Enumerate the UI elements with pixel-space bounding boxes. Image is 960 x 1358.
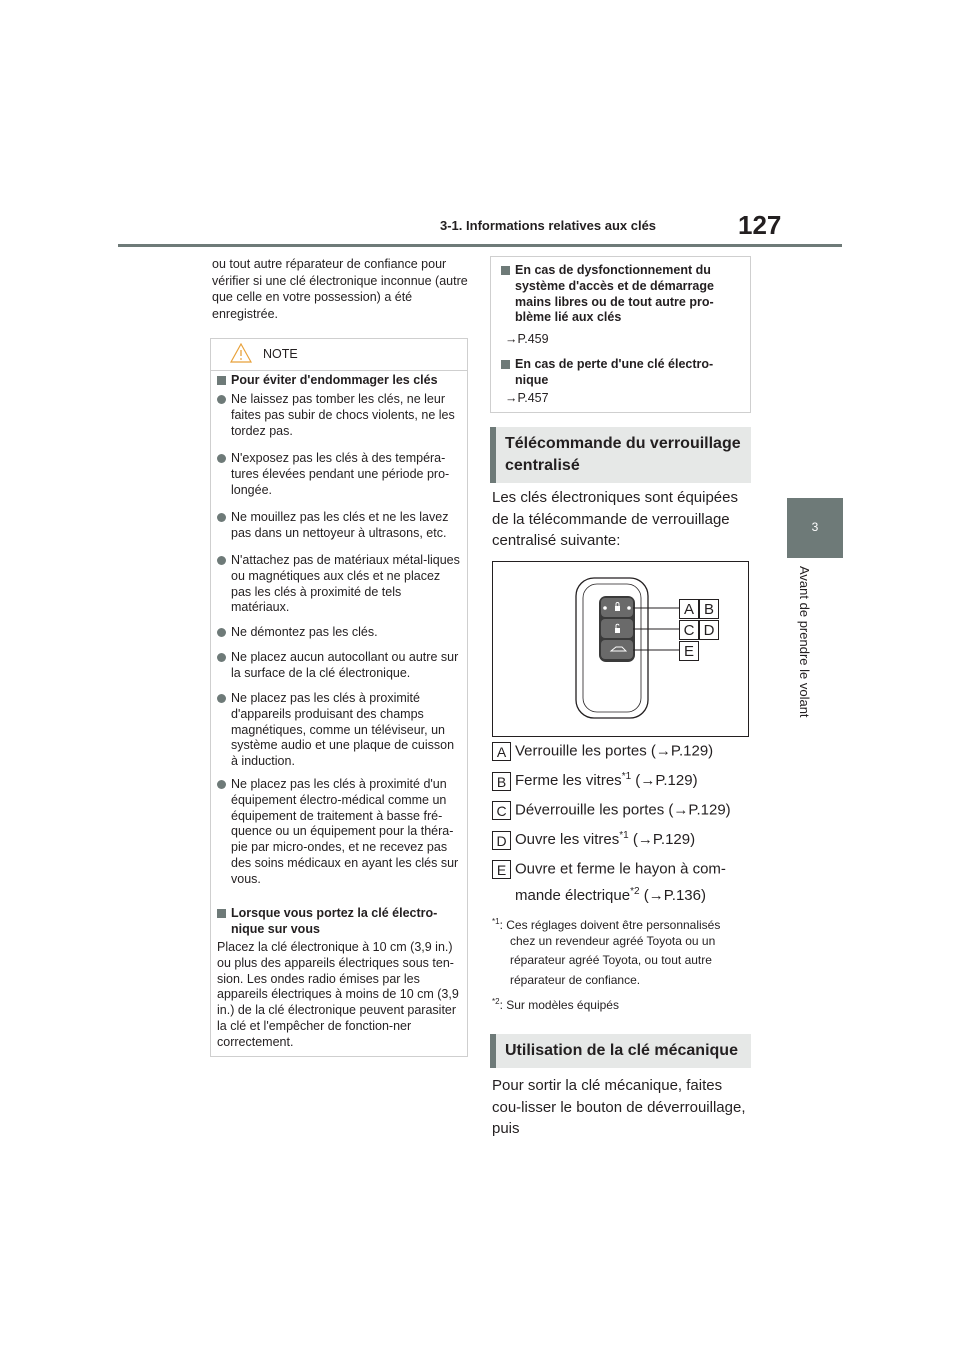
page-number: 127: [738, 210, 782, 240]
round-bullet-icon: [217, 395, 226, 404]
round-bullet-icon: [217, 653, 226, 662]
square-bullet-icon: [501, 266, 510, 275]
note-bullet: Ne mouillez pas les clés et ne les lavez pas dans un nettoyeur à ultrasons, etc.: [217, 510, 461, 542]
note-header: [211, 339, 467, 369]
remote-heading: Télécommande du verrouillage centralisé: [490, 427, 751, 483]
button-item-e-cont: mande électrique$^{*2}$ (→P.136): [515, 886, 706, 904]
note-bullet: N'attachez pas de matériaux métal-liques ou magnétiques aux clés et ne placez pas les clés à proximité de tels matériaux.: [217, 553, 461, 616]
button-item-d: D Ouvre les vitres$^{*1}$ (→P.129): [492, 830, 695, 850]
malfunction-box: [490, 256, 751, 413]
note-box: [210, 338, 468, 1057]
square-bullet-icon: [501, 360, 510, 369]
section-title: 3-1. Informations relatives aux clés: [440, 218, 657, 233]
note-bullet: Ne laissez pas tomber les clés, ne leur faites pas subir de chocs violents, ne les tordez pas.: [217, 392, 461, 439]
note-bullet: Ne placez pas les clés à proximité d'appareils produisant des champs magnétiques, comme un téléviseur, un système audio et une plaque de cuisson à induction.: [217, 691, 461, 770]
button-item-a: A Verrouille les portes (→P.129): [492, 742, 713, 761]
note-divider: [211, 370, 467, 371]
square-bullet-icon: [217, 376, 226, 385]
intro-paragraph: ou tout autre réparateur de confiance pour vérifier si une clé électronique inconnue (autre que celle en votre possession) a été enregistrée.: [212, 257, 468, 321]
page-reference-link[interactable]: P.136): [663, 887, 706, 904]
smart-key-icon: [493, 562, 748, 736]
button-item-e: E Ouvre et ferme le hayon à com-: [492, 860, 726, 879]
note-title: NOTE: [263, 347, 298, 361]
chapter-tab[interactable]: [787, 498, 843, 558]
note-bullet: Ne démontez pas les clés.: [217, 625, 461, 641]
square-bullet-icon: [217, 909, 226, 918]
note-bullet: N'exposez pas les clés à des tempéra-tures élevées pendant une période pro-longée.: [217, 451, 461, 498]
footnote-1-cont: réparateur de confiance.: [510, 973, 641, 987]
callout-a: A: [679, 599, 699, 619]
round-bullet-icon: [217, 780, 226, 789]
footnote-1: $^{*1}$: Ces réglages doivent être personnalisés: [492, 917, 721, 932]
malfunction-title: En cas de dysfonctionnement du système d'accès et de démarrage mains libres ou de tout autre pro-blème lié aux clés: [501, 263, 745, 326]
chapter-number: 3: [811, 520, 819, 534]
round-bullet-icon: [217, 513, 226, 522]
note-bullet: Ne placez pas les clés à proximité d'un équipement électro-médical comme un équipement de traitement à basse fré-quence ou un équipement pour la théra-pie par micro-ondes, et ne recevez pas des soins médicaux en ayant les clés sur vous.: [217, 777, 461, 888]
note-section-title: Pour éviter d'endommager les clés: [217, 373, 461, 389]
chapter-label: Avant de prendre le volant: [797, 566, 812, 718]
button-item-b: B Ferme les vitres$^{*1}$ (→P.129): [492, 771, 698, 791]
note-paragraph: Placez la clé électronique à 10 cm (3,9 in.) ou plus des appareils électriques sous ten-sion. Les ondes radio émises par les appareils électriques à moins de 10 cm (3,9 in.) de la clé électronique peuvent parasiter la clé et l'empêcher de fonction-ner correctement.: [217, 940, 459, 1049]
callout-d: D: [699, 620, 719, 640]
header-rule: [118, 244, 842, 247]
round-bullet-icon: [217, 454, 226, 463]
note-section-title: Lorsque vous portez la clé électro-nique sur vous: [217, 906, 461, 938]
callout-b: B: [699, 599, 719, 619]
page-reference-link[interactable]: →P.459: [505, 332, 549, 346]
button-item-c: C Déverrouille les portes (→P.129): [492, 801, 731, 820]
callout-e: E: [679, 641, 699, 661]
remote-lead-paragraph: Les clés électroniques sont équipées de la télécommande de verrouillage centralisé suivante:: [492, 489, 738, 549]
note-bullet: Ne placez aucun autocollant ou autre sur la surface de la clé électronique.: [217, 650, 461, 682]
page-reference-link[interactable]: P.129): [688, 801, 731, 819]
footnote-2: $^{*2}$: Sur modèles équipés: [492, 997, 619, 1012]
heading-accent-bar: [490, 427, 496, 483]
page-reference-link[interactable]: P.129): [655, 772, 698, 789]
round-bullet-icon: [217, 556, 226, 565]
page-reference-link[interactable]: P.129): [652, 831, 696, 848]
page-reference-link[interactable]: →P.457: [505, 391, 549, 405]
warning-icon: [230, 343, 252, 363]
lost-key-title: En cas de perte d'une clé électro-nique: [501, 357, 745, 389]
page-reference-link[interactable]: P.129): [670, 742, 714, 760]
mechanical-paragraph: Pour sortir la clé mécanique, faites cou-lisser le bouton de déverrouillage, puis: [492, 1077, 746, 1137]
footnote-1-cont: réparateur agréé Toyota, ou tout autre: [510, 953, 712, 967]
heading-accent-bar: [490, 1034, 496, 1068]
round-bullet-icon: [217, 694, 226, 703]
round-bullet-icon: [217, 628, 226, 637]
callout-c: C: [679, 620, 699, 640]
mechanical-heading: Utilisation de la clé mécanique: [490, 1034, 751, 1068]
key-illustration: [492, 561, 749, 737]
footnote-1-cont: chez un revendeur agréé Toyota ou un: [510, 934, 716, 948]
